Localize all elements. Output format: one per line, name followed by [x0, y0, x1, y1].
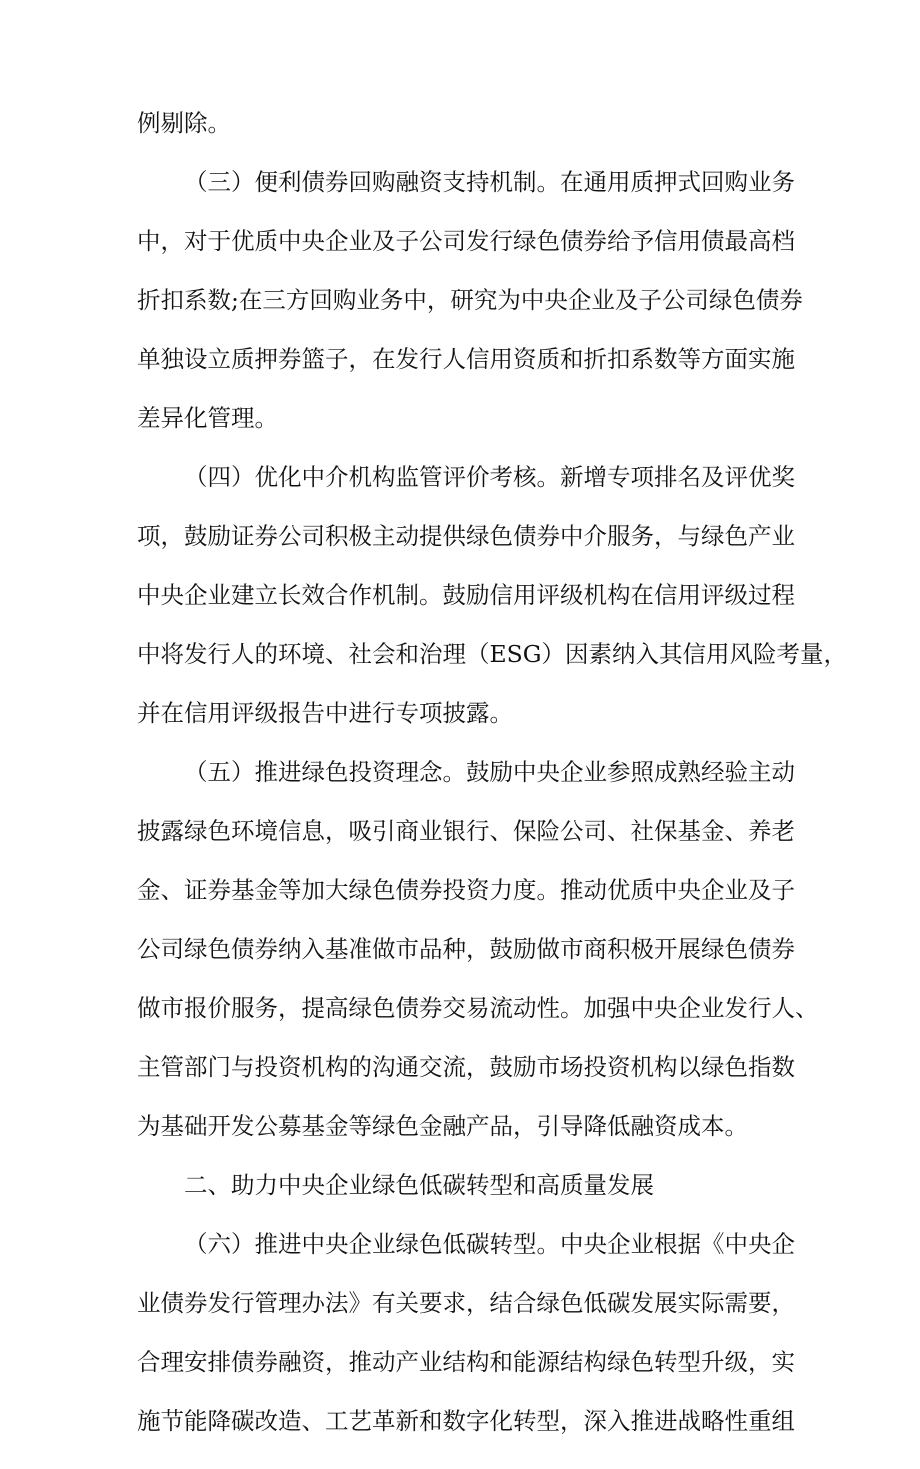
paragraph-first-line: （三）便利债券回购融资支持机制。在通用质押式回购业务: [184, 168, 795, 196]
paragraph-line: 中将发行人的环境、社会和治理（ESG）因素纳入其信用风险考量，: [137, 640, 848, 668]
paragraph-line: 金、证券基金等加大绿色债券投资力度。推动优质中央企业及子: [137, 876, 795, 904]
paragraph-line: 公司绿色债券纳入基准做市品种，鼓励做市商积极开展绿色债券: [137, 935, 795, 963]
paragraph-first-line: 二、助力中央企业绿色低碳转型和高质量发展: [184, 1171, 654, 1199]
paragraph-line: 主管部门与投资机构的沟通交流，鼓励市场投资机构以绿色指数: [137, 1053, 795, 1081]
paragraph-line: 差异化管理。: [137, 404, 278, 432]
document-body: [137, 109, 848, 1469]
paragraph-line: 业债券发行管理办法》有关要求，结合绿色低碳发展实际需要，: [137, 1289, 795, 1317]
paragraph-line: 折扣系数;在三方回购业务中，研究为中央企业及子公司绿色债券: [137, 286, 803, 314]
paragraph-line: 合理安排债券融资，推动产业结构和能源结构绿色转型升级，实: [137, 1348, 795, 1376]
paragraph-line: 做市报价服务，提高绿色债券交易流动性。加强中央企业发行人、: [137, 994, 819, 1022]
paragraph-line: 中，对于优质中央企业及子公司发行绿色债券给予信用债最高档: [137, 227, 795, 255]
paragraph-line: 单独设立质押券篮子，在发行人信用资质和折扣系数等方面实施: [137, 345, 795, 373]
paragraph-first-line: （四）优化中介机构监管评价考核。新增专项排名及评优奖: [184, 463, 795, 491]
paragraph-first-line: （六）推进中央企业绿色低碳转型。中央企业根据《中央企: [184, 1230, 795, 1258]
paragraph-line: 为基础开发公募基金等绿色金融产品，引导降低融资成本。: [137, 1112, 748, 1140]
paragraph-line: 项，鼓励证券公司积极主动提供绿色债券中介服务，与绿色产业: [137, 522, 795, 550]
paragraph-line: 中央企业建立长效合作机制。鼓励信用评级机构在信用评级过程: [137, 581, 795, 609]
paragraph-line: 例剔除。: [137, 109, 231, 137]
paragraph-first-line: （五）推进绿色投资理念。鼓励中央企业参照成熟经验主动: [184, 758, 795, 786]
paragraph-line: 施节能降碳改造、工艺革新和数字化转型，深入推进战略性重组: [137, 1407, 795, 1435]
paragraph-line: 披露绿色环境信息，吸引商业银行、保险公司、社保基金、养老: [137, 817, 795, 845]
paragraph-line: 并在信用评级报告中进行专项披露。: [137, 699, 513, 727]
